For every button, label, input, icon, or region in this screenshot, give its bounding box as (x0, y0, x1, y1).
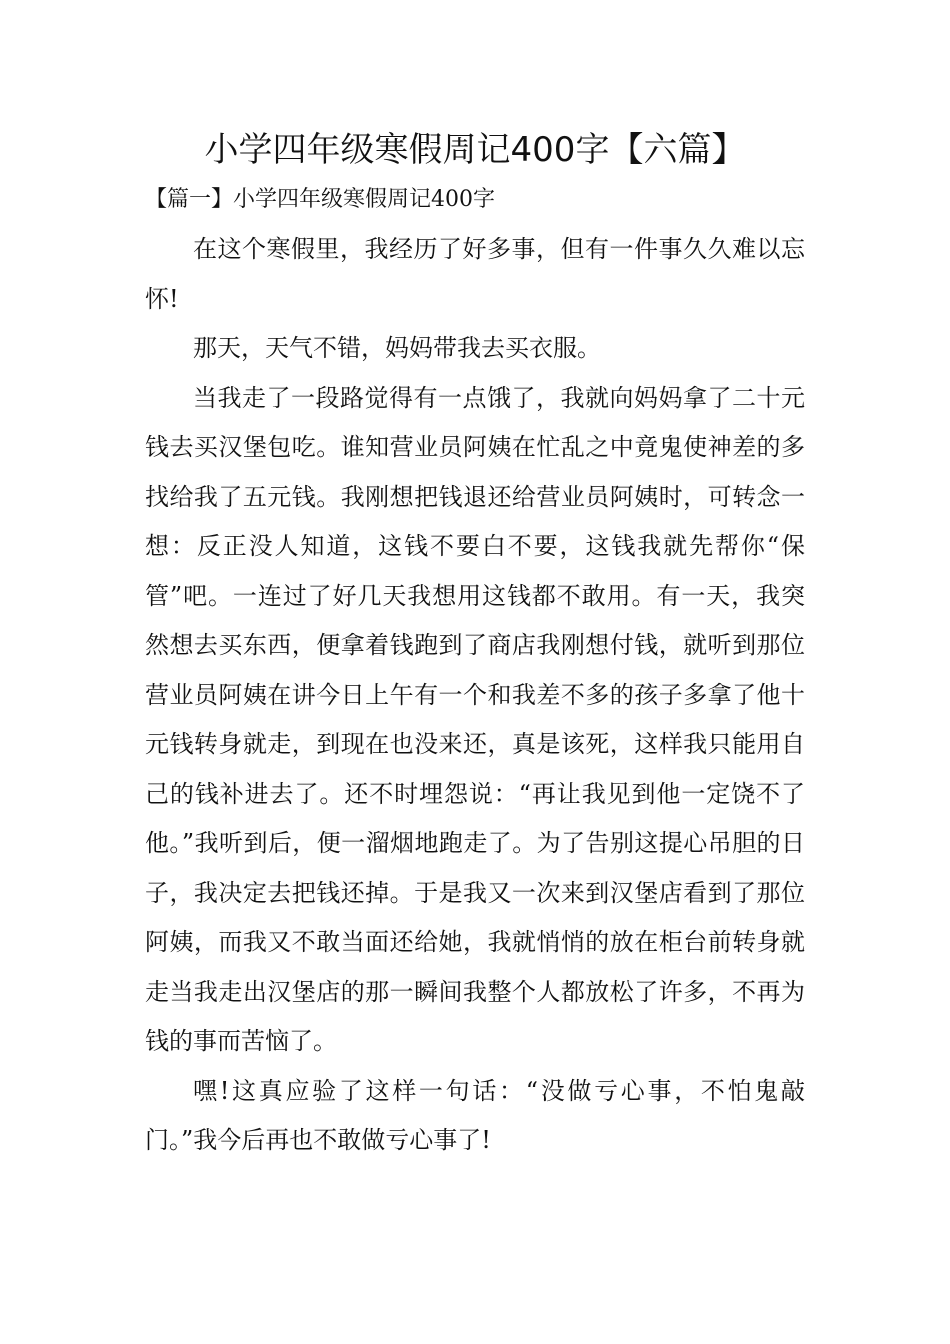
document-title: 小学四年级寒假周记400字【六篇】 (204, 130, 746, 170)
paragraph-3: 当我走了一段路觉得有一点饿了，我就向妈妈拿了二十元钱去买汉堡包吃。谁知营业员阿姨在忙乱之中竟鬼使神差的多找给我了五元钱。我刚想把钱退还给营业员阿姨时，可转念一想：反正没人知道，这钱不要白不要，这钱我就先帮你“保管”吧。一连过了好几天我想用这钱都不敢用。有一天，我突然想去买东西，便拿着钱跑到了商店我刚想付钱，就听到那位营业员阿姨在讲今日上午有一个和我差不多的孩子多拿了他十元钱转身就走，到现在也没来还，真是该死，这样我只能用自己的钱补进去了。还不时埋怨说：“再让我见到他一定饶不了他。”我听到后，便一溜烟地跑走了。为了告别这提心吊胆的日子，我决定去把钱还掉。于是我又一次来到汉堡店看到了那位阿姨，而我又不敢当面还给她，我就悄悄的放在柜台前转身就走当我走出汉堡店的那一瞬间我整个人都放松了许多，不再为钱的事而苦恼了。 (145, 383, 805, 1055)
document-body (145, 225, 805, 1166)
paragraph-4: 嘿!这真应验了这样一句话：“没做亏心事，不怕鬼敲门。”我今后再也不敢做亏心事了! (145, 1076, 805, 1154)
section-heading: 【篇一】小学四年级寒假周记400字 (145, 187, 495, 212)
paragraph-2: 那天，天气不错，妈妈带我去买衣服。 (193, 334, 601, 362)
paragraph-1: 在这个寒假里，我经历了好多事，但有一件事久久难以忘怀! (145, 235, 805, 313)
